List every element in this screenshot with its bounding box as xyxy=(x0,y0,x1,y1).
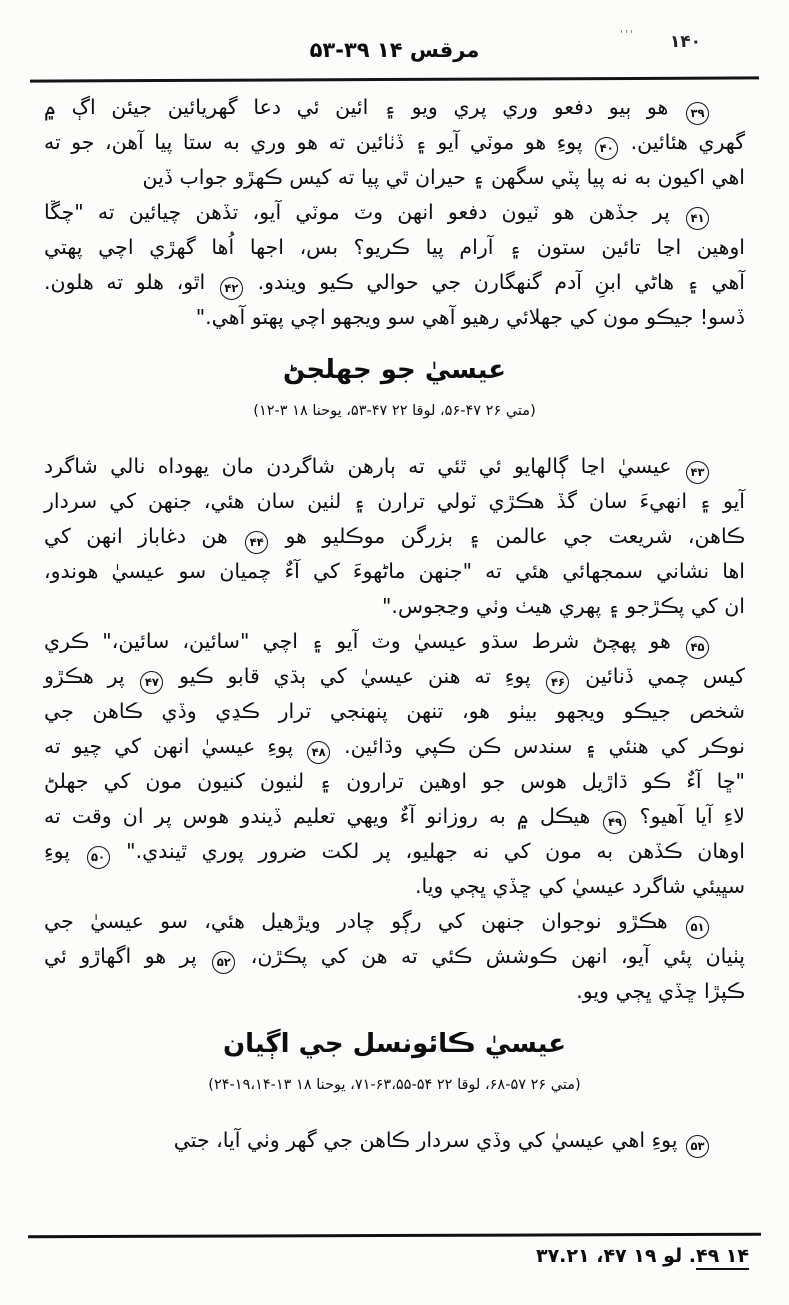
paragraph-line: شخص جيڪو ويجهو بيٺو هو، تنهن پنهنجي ترار ڪڍي وڏي ڪاهن جي xyxy=(44,699,745,723)
paragraph-line: نوڪر کي هنئي ۽ سندس ڪن ڪپي وڌائين. ۴۸ پوءِ عيسيٰ انهن کي چيو ته xyxy=(44,729,745,764)
paragraph-line: ۴۵ هو پهچڻ شرط سڌو عيسيٰ وٽ آيو ۽ اچي "سائين، سائين،" ڪري xyxy=(44,624,745,659)
paragraph xyxy=(44,904,745,1009)
paragraph xyxy=(44,90,745,195)
running-head: مرقس ۱۴ ۳۹‏-‏۵۳ xyxy=(309,38,480,62)
page-number: ۱۴۰ xyxy=(669,32,701,52)
verse-number-badge: ۴۹ xyxy=(603,811,626,834)
verse-number-badge: ۴۵ xyxy=(686,636,709,659)
paragraph xyxy=(44,195,745,335)
paragraph xyxy=(44,449,745,624)
paragraph xyxy=(44,624,745,904)
header-rule xyxy=(30,76,759,82)
footnote xyxy=(536,1245,749,1267)
footnote-verse-ref: ۱۴ ۴۹ xyxy=(696,1245,749,1270)
page-header xyxy=(44,24,745,74)
paragraph-line: سڀيئي شاگرد عيسيٰ کي ڇڏي ڀڄي ويا. xyxy=(414,874,745,898)
verse-number-badge: ۴۰ xyxy=(595,137,618,160)
section-heading: عيسيٰ ڪائونسل جي اڳيان xyxy=(222,1029,567,1059)
footnote-cross-ref: . لو ۱۹ ۴۷، ۲۱‏.‏۳۷ xyxy=(535,1245,696,1267)
paragraph-line: ڏسو! جيڪو مون کي جهلائي رهيو آهي سو ويجهو اچي پهتو آهي." xyxy=(195,305,745,329)
section-reference: (متي ۲۶ ۵۷‏-‏۶۸، لوقا ۲۲ ۵۴‏-‏۵۵‏،‏۶۳‏-‏۷۱، يوحنا ۱۸ ۱۳‏-‏۱۴‏،‏۱۹‏-‏۲۴) xyxy=(208,1077,581,1093)
verse-number-badge: ۵۰ xyxy=(87,846,110,869)
paragraph-line: ۵۱ هڪڙو نوجوان جنهن کي رڳو چادر ويڙهيل هئي، سو عيسيٰ جي xyxy=(44,904,745,939)
paragraph-line: اوهان ڪڏهن به مون کي نه جهليو، پر لکت ضرور پوري ٿيندي." ۵۰ پوءِ xyxy=(44,834,745,869)
verse-number-badge: ۵۲ xyxy=(212,951,235,974)
paragraph-line: گهري هئائين. ۴۰ پوءِ هو موٽي آيو ۽ ڏٺائين ته هو وري به ستا پيا آهن، جو ته xyxy=(44,125,745,160)
verse-number-badge: ۴۸ xyxy=(307,741,330,764)
paragraph-line: کيس چمي ڏنائين ۴۶ پوءِ ته هنن عيسيٰ کي ٻڌي قابو ڪيو ۴۷ پر هڪڙو xyxy=(44,659,745,694)
verse-number-badge: ۴۱ xyxy=(686,207,709,230)
verse-number-badge: ۵۱ xyxy=(686,916,709,939)
print-artifact: ''' xyxy=(619,28,635,41)
paragraph xyxy=(44,1123,745,1158)
paragraph-line: ڪپڙا ڇڏي ڀڄي ويو. xyxy=(576,979,745,1003)
section-heading: عيسيٰ جو جهلجڻ xyxy=(283,355,506,385)
paragraph-line: اهي اکيون به نه پيا پٽي سگهن ۽ حيران ٿي پيا ته کيس ڪهڙو جواب ڏين xyxy=(142,165,745,189)
paragraph-line: ۵۳ پوءِ اهي عيسيٰ کي وڏي سردار ڪاهن جي گهر وٺي آيا، جتي xyxy=(44,1123,745,1158)
verse-number-badge: ۴۳ xyxy=(686,461,709,484)
section-reference: (متي ۲۶ ۴۷‏-‏۵۶، لوقا ۲۲ ۴۷‏-‏۵۳، يوحنا ۱۸ ۳‏-‏۱۲) xyxy=(253,403,536,419)
verse-number-badge: ۴۷ xyxy=(140,671,163,694)
paragraph-line: ڪاهن، شريعت جي عالمن ۽ بزرگن موڪليو هو ۴۴ هن دغاباز انهن کي xyxy=(44,519,745,554)
paragraph-line: "ڇا آءٌ ڪو ڌاڙيل هوس جو اوهين ترارون ۽ لٺيون کنيون مون کي جهلڻ xyxy=(44,769,745,793)
verse-number-badge: ۳۹ xyxy=(686,102,709,125)
paragraph-line: ان کي پڪڙجو ۽ پهري هيٺ وٺي وڃجوس." xyxy=(382,594,745,618)
verse-number-badge: ۴۴ xyxy=(245,531,268,554)
paragraph-line: ۳۹ هو ٻيو دفعو وري پري ويو ۽ ائين ئي دعا گهريائين جيئن اڳ ۾ xyxy=(44,90,745,125)
paragraph-line: ۴۱ پر جڏهن هو ٽيون دفعو انهن وٽ موٽي آيو، تڏهن چيائين ته "چڱا xyxy=(44,195,745,230)
paragraph-line: پٺيان پئي آيو، انهن ڪوشش ڪئي ته هن کي پڪڙن، ۵۲ پر هو اگهاڙو ئي xyxy=(44,939,745,974)
paragraph-line: ۴۳ عيسيٰ اڃا ڳالهايو ئي ٿئي ته ٻارهن شاگردن مان يهوداه نالي شاگرد xyxy=(44,449,745,484)
verse-number-badge: ۴۲ xyxy=(220,277,243,300)
footer-rule xyxy=(28,1233,761,1239)
paragraph-line: آيو ۽ انهيءَ سان گڏ هڪڙي ٽولي ترارن ۽ لٺين سان هئي، جنهن کي سردار xyxy=(44,489,745,513)
paragraph-line: آهي ۽ هاڻي ابنِ آدم گنهگارن جي حوالي ڪيو ويندو. ۴۲ اٿو، هلو ته هلون. xyxy=(44,265,745,300)
verse-number-badge: ۵۳ xyxy=(686,1135,709,1158)
paragraph-line: لاءِ آيا آهيو؟ ۴۹ هيڪل ۾ به روزانو آءٌ ويهي تعليم ڏيندو هوس پر ان وقت ته xyxy=(44,799,745,834)
verse-number-badge: ۴۶ xyxy=(546,671,569,694)
paragraph-line: اوهين اڃا تائين ستون ۽ آرام پيا ڪريو؟ بس، اجها اُها گهڙي اچي پهتي xyxy=(44,235,745,259)
content-area xyxy=(44,90,745,1158)
paragraph-line: اها نشاني سمجهائي هئي ته "جنهن ماڻهوءَ کي آءٌ چميان سو عيسيٰ هوندو، xyxy=(44,559,745,583)
